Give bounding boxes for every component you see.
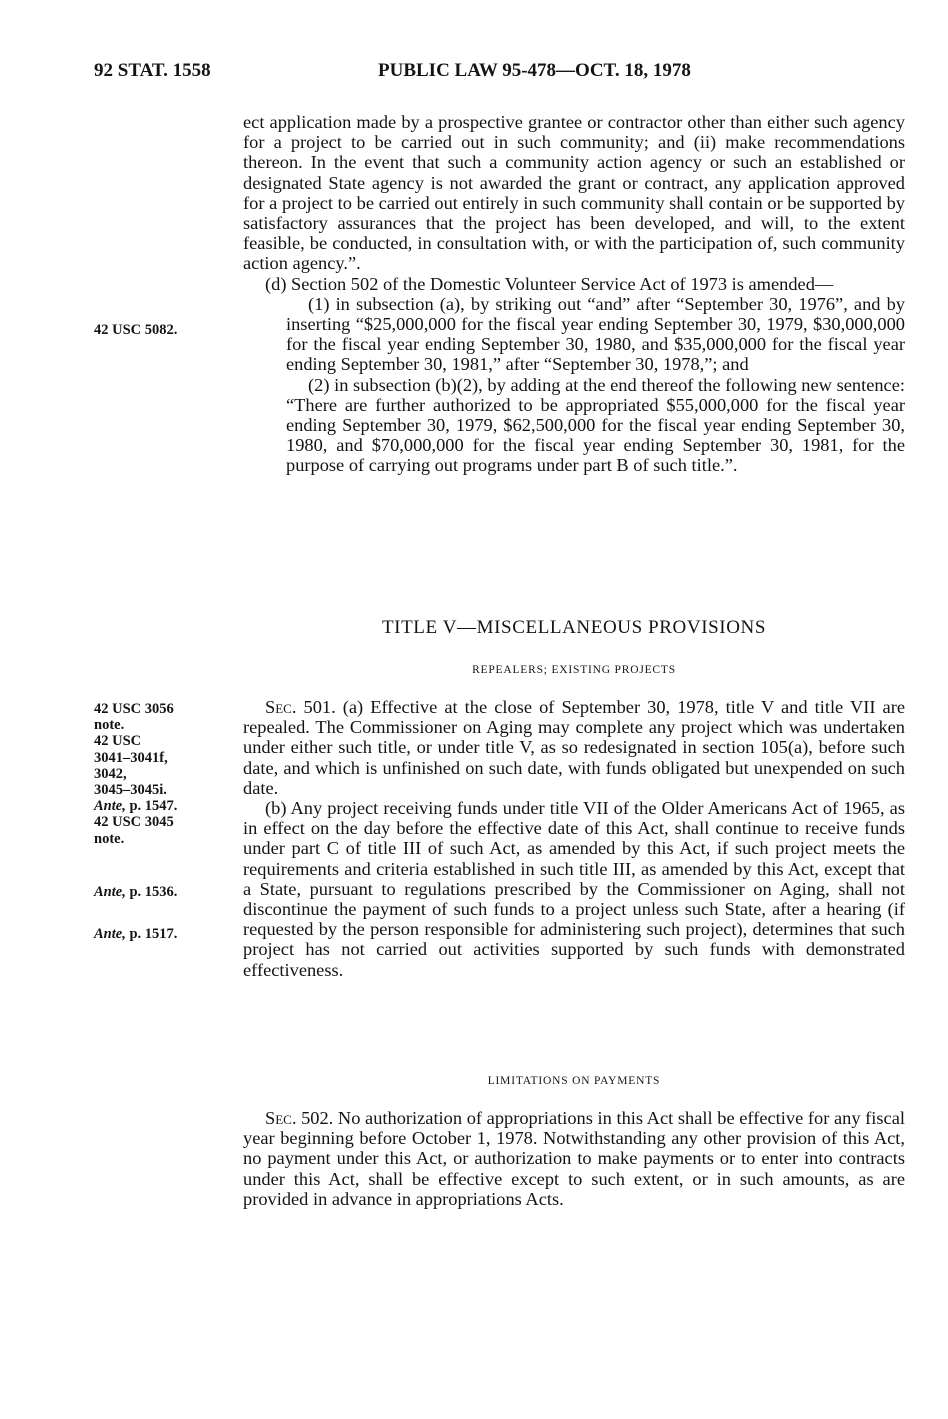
- page-header: [94, 60, 904, 86]
- margin-note-page: p. 1517.: [125, 926, 178, 942]
- body-block-sec-502: [243, 1108, 905, 1209]
- sec-501-paragraph-a: [243, 697, 905, 798]
- sec-502-paragraph: [243, 1108, 905, 1209]
- sec-501-paragraph-b: (b) Any project receiving funds under title VII of the Older Americans Act of 1965, as in effect on the day before the effective date of this Act, shall continue to receive funds under part C of title III of such Act, as amended by this Act, if such project meets the requirements and criteria established in such title III, as amended by this Act, except that a State, pursuant to regulations prescribed by the Commissioner on Aging, shall not discontinue the payment of such funds to a project unless such State, after a hearing (if requested by the person responsible for administering such project), determines that such project has not carried out activities supported by such funds with demonstrated effectiveness.: [243, 798, 905, 980]
- margin-note-page: p. 1547.: [125, 798, 178, 815]
- subheading-limitations: LIMITATIONS ON PAYMENTS: [487, 1075, 661, 1087]
- margin-note-line: note.: [94, 717, 125, 734]
- body-block-sec-501: [243, 697, 905, 980]
- margin-note-line: 42 USC 3045: [94, 814, 174, 831]
- margin-note-ante: Ante,: [94, 884, 126, 900]
- margin-note-line: 3042,: [94, 765, 127, 782]
- margin-note-42-usc-5082: 42 USC 5082.: [94, 322, 178, 338]
- margin-note-ante: Ante,: [94, 926, 126, 942]
- margin-note-line: 3045–3045i.: [94, 782, 167, 799]
- margin-note-line: 3041–3041f,: [94, 749, 168, 766]
- section-d-intro: (d) Section 502 of the Domestic Volunteer Service Act of 1973 is amended—: [265, 273, 834, 294]
- margin-note-ante-1517: [94, 926, 234, 942]
- section-d-item-1: (1) in subsection (a), by striking out “and” after “September 30, 1976”, and by inserting “$25,000,000 for the fiscal year ending September 30, 1979, $30,000,000 for the fiscal year ending September 30, 1980, and $35,000,000 for the fiscal year ending September 30, 1981,” after “September 30, 1978,”; and: [286, 293, 905, 375]
- sec-502-label: Sec. 502.: [265, 1108, 334, 1128]
- margin-note-line: [94, 798, 234, 814]
- sec-501-label: Sec. 501.: [265, 697, 336, 717]
- sec-502-text: No authorization of appropriations in this Act shall be effective for any fiscal year beginning before October 1, 1978. Notwithstanding any other provision of this Act, no payment under this Act, or authorization to make payments or to enter into contracts under this Act, shall be effective except to such extent, or in such amounts, as are provided in advance in appropriations Acts.: [243, 1108, 905, 1209]
- margin-note-sec-501-citations: [94, 701, 234, 847]
- title-heading: TITLE V—MISCELLANEOUS PROVISIONS: [381, 617, 767, 638]
- subheading-repealers: REPEALERS; EXISTING PROJECTS: [472, 664, 676, 676]
- margin-note-ante: Ante,: [94, 798, 126, 815]
- sec-501-a-text: (a) Effective at the close of September 30, 1978, title V and title VII are repealed. The Commissioner on Aging may complete any project which was undertaken under either such title, or under title V, as so redesignated in section 105(a), before such date, and which is unfinished on such date, with funds obligated but unexpended on such date.: [243, 697, 905, 798]
- continuation-paragraph: ect application made by a prospective grantee or contractor other than either such agency for a project to be carried out in such community; and (ii) make recommendations thereon. In the event that such a community action agency or such an established or designated State agency is not awarded the grant or contract, any application approved for a project to be carried out entirely in such community shall contain or be supported by satisfactory assurances that the project has been developed, and will, to the extent feasible, be conducted, in consultation with, or with the participation of, such community action agency.”.: [243, 112, 905, 274]
- section-d-item-2: (2) in subsection (b)(2), by adding at the end thereof the following new sentence: “There are further authorized to be appropriated $55,000,000 for the fiscal year ending September 30, 1979, $62,500,000 for the fiscal year ending September 30, 1980, and $70,000,000 for the fiscal year ending September 30, 1981, for the purpose of carrying out programs under part B of such title.”.: [286, 374, 905, 476]
- statute-page-number: 92 STAT. 1558: [94, 60, 211, 81]
- margin-note-line: note.: [94, 830, 125, 847]
- margin-note-page: p. 1536.: [125, 884, 178, 900]
- margin-note-ante-1536: [94, 884, 234, 900]
- margin-note-line: 42 USC 3056: [94, 701, 174, 717]
- public-law-heading: PUBLIC LAW 95-478—OCT. 18, 1978: [378, 60, 691, 81]
- body-block-continuation: [243, 112, 905, 476]
- margin-note-line: 42 USC: [94, 733, 142, 750]
